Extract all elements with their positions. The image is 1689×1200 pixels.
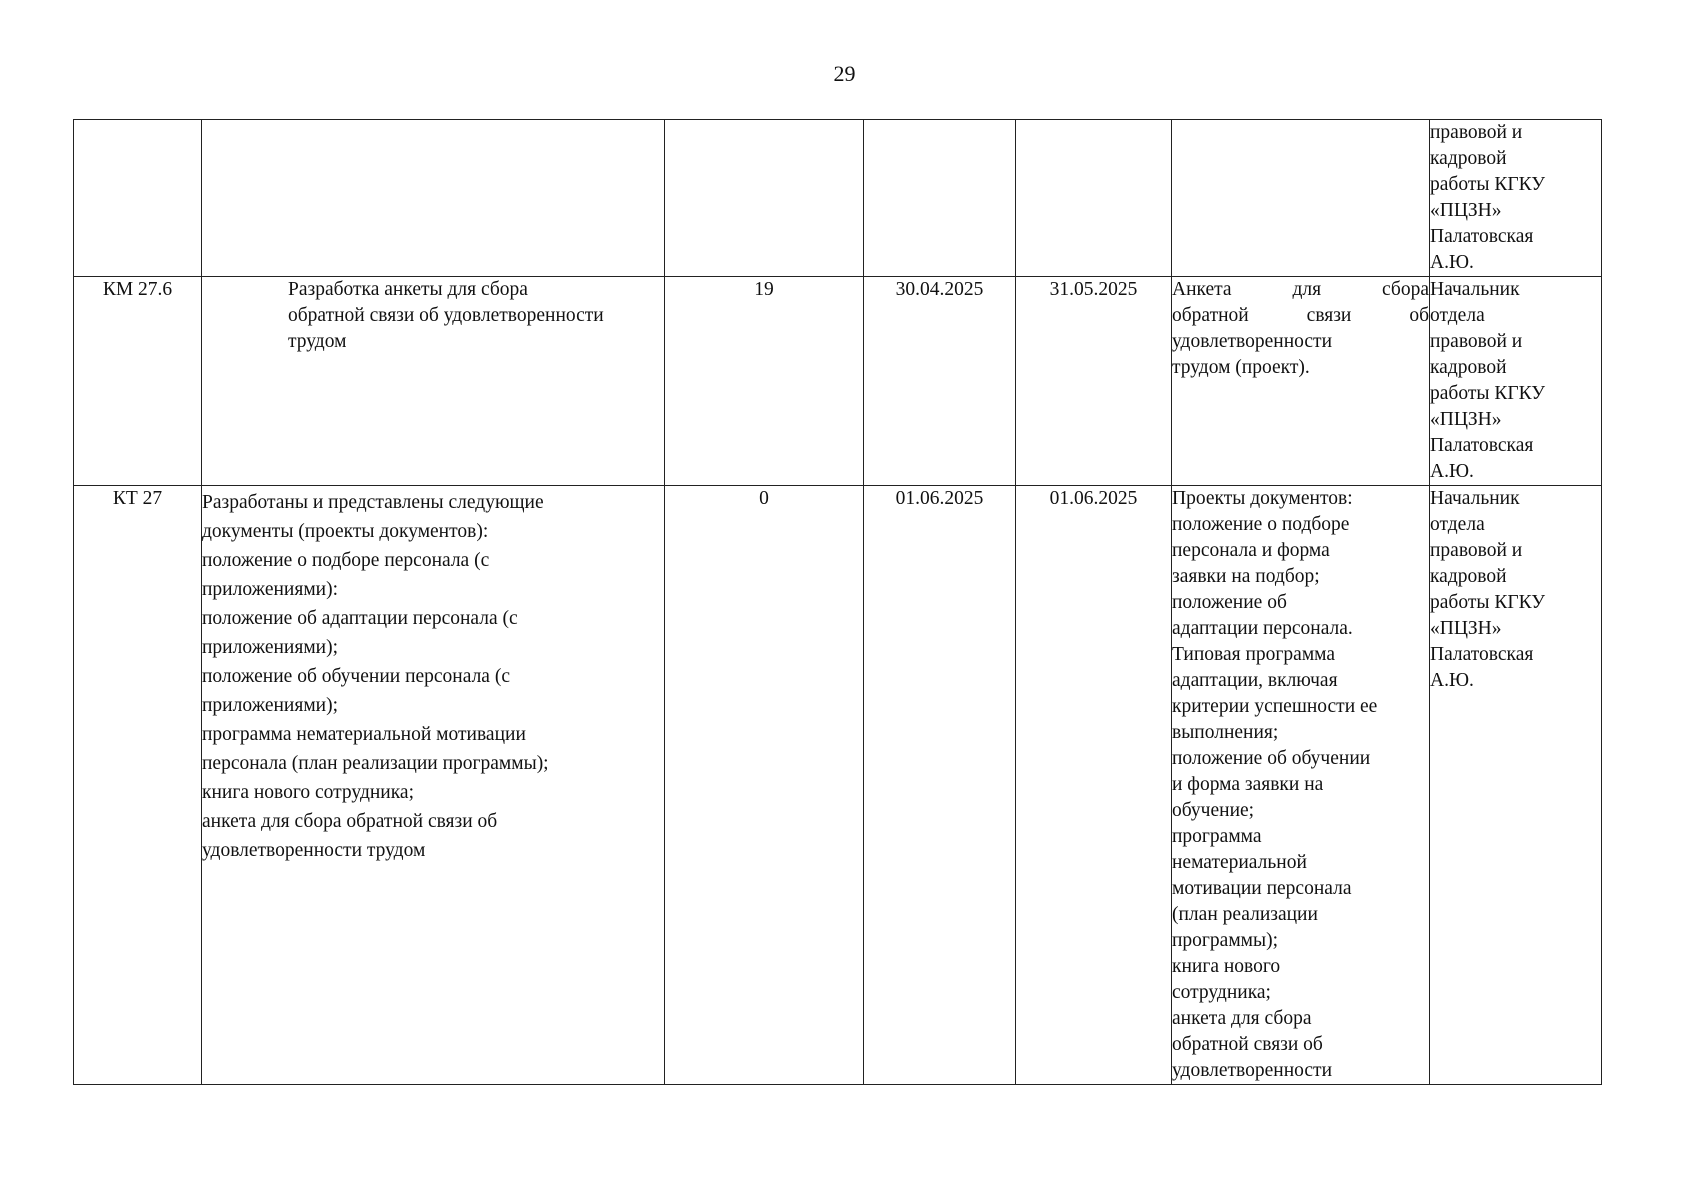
- end-date-cell: 31.05.2025: [1016, 277, 1172, 486]
- name-line: приложениями);: [202, 637, 339, 658]
- responsible-cell: [1430, 120, 1602, 277]
- result-line: мотивации персонала: [1172, 878, 1352, 899]
- result-line: адаптации персонала.: [1172, 618, 1353, 639]
- result-line: Типовая программа: [1172, 644, 1336, 665]
- name-cell: [202, 486, 665, 1085]
- result-line: и форма заявки на: [1172, 774, 1324, 795]
- end-date-cell: 01.06.2025: [1016, 486, 1172, 1085]
- name-line: положение о подборе персонала (с: [202, 550, 490, 571]
- result-line: книга нового: [1172, 956, 1281, 977]
- start-date-cell: 30.04.2025: [864, 277, 1016, 486]
- result-cell: [1172, 120, 1430, 277]
- result-line: персонала и форма: [1172, 540, 1330, 561]
- name-cell: [202, 120, 665, 277]
- result-line: выполнения;: [1172, 722, 1279, 743]
- responsible-line: правовой и: [1430, 331, 1523, 352]
- name-line: трудом: [288, 331, 347, 352]
- code-cell: КТ 27: [74, 486, 202, 1085]
- responsible-line: работы КГКУ: [1430, 383, 1546, 404]
- result-line: критерии успешности ее: [1172, 696, 1378, 717]
- result-line: положение об: [1172, 592, 1287, 613]
- result-line: обучение;: [1172, 800, 1255, 821]
- responsible-line: «ПЦЗН»: [1430, 409, 1502, 430]
- table-row: [74, 120, 1602, 277]
- start-date-cell: 01.06.2025: [864, 486, 1016, 1085]
- result-line: положение об обучении: [1172, 748, 1371, 769]
- responsible-line: А.Ю.: [1430, 252, 1474, 273]
- result-line: адаптации, включая: [1172, 670, 1338, 691]
- code-cell: КМ 27.6: [74, 277, 202, 486]
- name-line: обратной связи об удовлетворенности: [288, 305, 604, 326]
- number-cell: 19: [665, 277, 864, 486]
- name-line: программа нематериальной мотивации: [202, 724, 526, 745]
- responsible-line: Палатовская: [1430, 226, 1534, 247]
- result-line: удовлетворенности: [1172, 1060, 1332, 1081]
- name-line: положение об обучении персонала (с: [202, 666, 510, 687]
- result-line: сотрудника;: [1172, 982, 1271, 1003]
- responsible-cell: [1430, 486, 1602, 1085]
- responsible-line: Начальник: [1430, 279, 1520, 300]
- result-line: обратной связи об: [1172, 1034, 1323, 1055]
- responsible-line: работы КГКУ: [1430, 174, 1546, 195]
- result-line: программы);: [1172, 930, 1279, 951]
- responsible-line: правовой и: [1430, 540, 1523, 561]
- table-row: [74, 486, 1602, 1085]
- result-line: трудом (проект).: [1172, 357, 1310, 378]
- plan-table: [73, 119, 1602, 1085]
- responsible-line: «ПЦЗН»: [1430, 200, 1502, 221]
- responsible-line: А.Ю.: [1430, 461, 1474, 482]
- name-line: Разработаны и представлены следующие: [202, 492, 544, 513]
- result-cell: [1172, 486, 1430, 1085]
- result-line: программа: [1172, 826, 1262, 847]
- responsible-line: кадровой: [1430, 148, 1507, 169]
- result-line: заявки на подбор;: [1172, 566, 1320, 587]
- table-row: [74, 277, 1602, 486]
- responsible-line: Палатовская: [1430, 644, 1534, 665]
- result-line: (план реализации: [1172, 904, 1318, 925]
- result-line: Проекты документов:: [1172, 488, 1353, 509]
- name-line: анкета для сбора обратной связи об: [202, 811, 498, 832]
- name-line: документы (проекты документов):: [202, 521, 489, 542]
- responsible-line: Начальник: [1430, 488, 1520, 509]
- responsible-line: А.Ю.: [1430, 670, 1474, 691]
- number-cell: [665, 120, 864, 277]
- number-cell: 0: [665, 486, 864, 1085]
- name-line: Разработка анкеты для сбора: [288, 279, 528, 300]
- name-line: приложениями):: [202, 579, 339, 600]
- name-line: положение об адаптации персонала (с: [202, 608, 518, 629]
- page-number: 29: [833, 61, 856, 86]
- name-line: книга нового сотрудника;: [202, 782, 414, 803]
- result-line: обратной связи об: [1172, 305, 1429, 326]
- end-date-cell: [1016, 120, 1172, 277]
- responsible-line: «ПЦЗН»: [1430, 618, 1502, 639]
- result-line: удовлетворенности: [1172, 331, 1332, 352]
- responsible-line: кадровой: [1430, 566, 1507, 587]
- responsible-line: правовой и: [1430, 122, 1523, 143]
- start-date-cell: [864, 120, 1016, 277]
- result-line: анкета для сбора: [1172, 1008, 1312, 1029]
- result-line: Анкета для сбора: [1172, 279, 1429, 300]
- responsible-line: кадровой: [1430, 357, 1507, 378]
- result-cell: [1172, 277, 1430, 486]
- result-line: положение о подборе: [1172, 514, 1350, 535]
- result-line: нематериальной: [1172, 852, 1307, 873]
- responsible-line: работы КГКУ: [1430, 592, 1546, 613]
- code-cell: [74, 120, 202, 277]
- responsible-cell: [1430, 277, 1602, 486]
- name-line: удовлетворенности трудом: [202, 840, 426, 861]
- responsible-line: отдела: [1430, 514, 1485, 535]
- responsible-line: Палатовская: [1430, 435, 1534, 456]
- name-line: приложениями);: [202, 695, 339, 716]
- name-cell: [202, 277, 665, 486]
- name-line: персонала (план реализации программы);: [202, 753, 549, 774]
- responsible-line: отдела: [1430, 305, 1485, 326]
